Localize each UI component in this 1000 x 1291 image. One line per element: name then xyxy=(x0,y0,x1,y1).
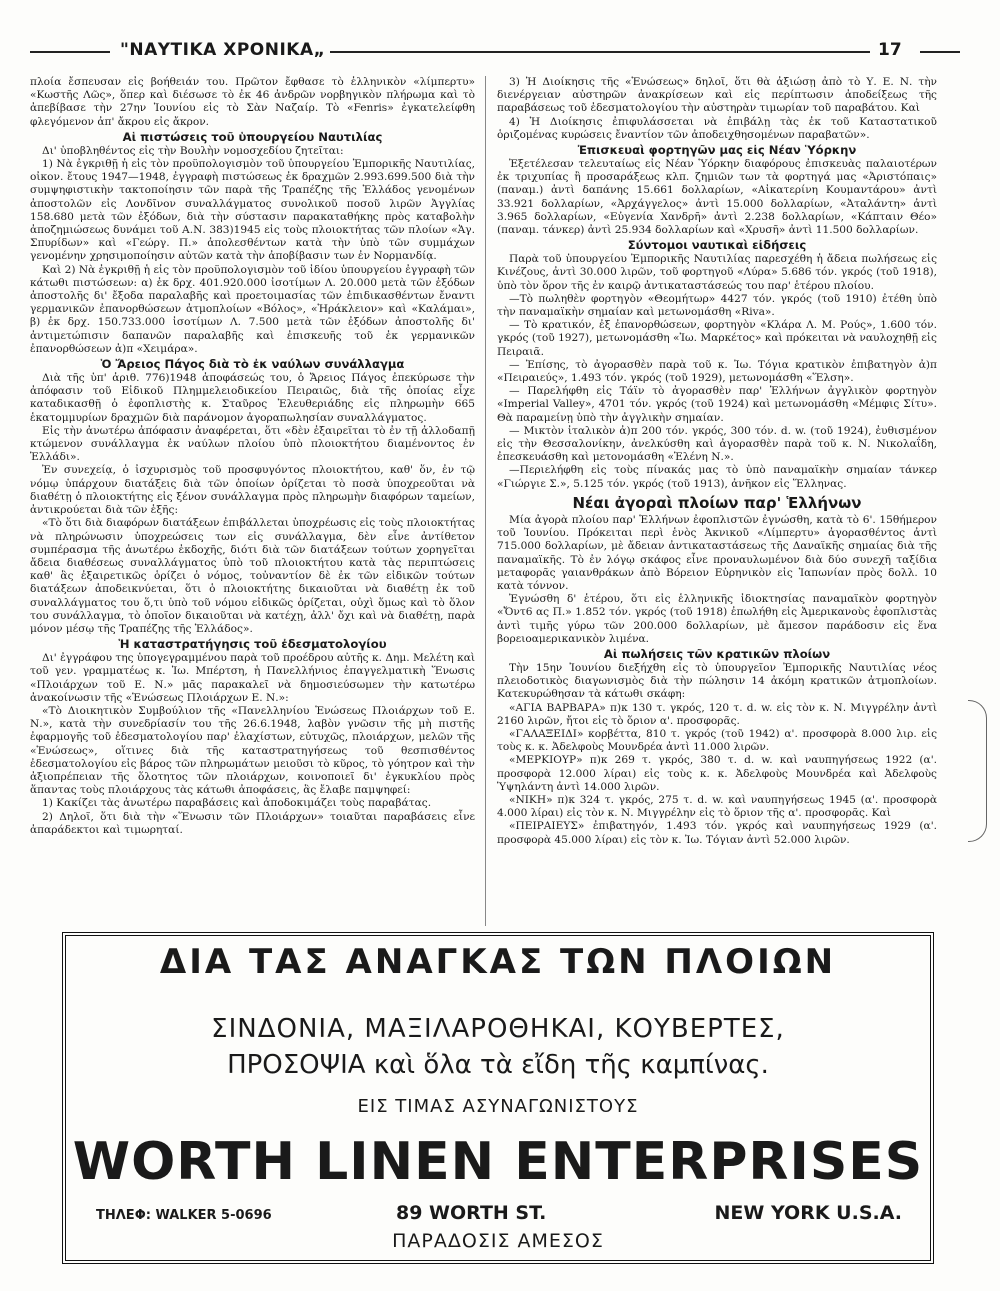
header-rule-right xyxy=(920,51,960,53)
article-paragraph: Εἰς τὴν ἀνωτέρω ἀπόφασιν ἀναφέρεται, ὅτι «δὲν ἐξαιρεῖται τὸ ἐν τῇ ἀλλοδαπῇ κτώμενον συνάλλαγμα ἐκ ναύλων πλοίου ὑπὸ πλοιοκτήτου διαμένοντος ἐν Ἑλλάδι». xyxy=(30,424,475,464)
ad-address: 89 WORTH ST. xyxy=(396,1202,547,1224)
article-heading: Αἱ πωλήσεις τῶν κρατικῶν πλοίων xyxy=(603,646,831,661)
publication-title: "ΝΑΥΤΙΚΑ ΧΡΟΝΙΚΑ„ xyxy=(120,40,326,60)
ad-company-name: WORTH LINEN ENTERPRISES xyxy=(72,1132,924,1192)
article-paragraph: —Περιελήφθη εἰς τοὺς πίνακάς μας τὸ ὑπὸ παναμαϊκὴν σημαίαν τάνκερ «Γιώργιε Σ.», 5.125 τόν. γκρός (τοῦ 1913), ἀνῆκον εἰς Ἕλληνας. xyxy=(497,464,937,490)
article-paragraph: 4) Ἡ Διοίκησις ἐπιφυλάσσεται νὰ ἐπιβάλῃ τὰς ἐκ τοῦ Καταστατικοῦ ὁριζομένας κυρώσεις ἔναντίον τῶν ἀποδειχθησομένων παραβατῶν». xyxy=(497,115,937,141)
article-heading: Ἐπισκευαὶ φορτηγῶν μας εἰς Νέαν Ὑόρκην xyxy=(577,143,857,158)
article-paragraph: —Τὸ πωληθὲν φορτηγὸν «Θεομήτωρ» 4427 τόν. γκρός (τοῦ 1910) ἐτέθη ὑπὸ τὴν παναμαϊκὴν σημαίαν καὶ μετωνομάσθη «Riva». xyxy=(497,292,937,319)
column-divider xyxy=(485,76,486,926)
article-paragraph: — Μικτὸν ἰταλικὸν ἀ)π 200 τόν. γκρός, 300 τόν. d. w. (τοῦ 1924), ἐυθισμένον εἰς τὴν Θεσσαλονίκην, ἀνελκύσθη καὶ ἀγορασθὲν παρὰ τοῦ κ. Ν. Νικολαΐδη, ἐπεσκευάσθη καὶ μετονομάσθη «Ἑλένη Ν.». xyxy=(497,424,937,464)
article-heading: Σύντομοι ναυτικαὶ εἰδήσεις xyxy=(627,238,807,253)
margin-bracket-mark xyxy=(968,700,987,842)
article-paragraph: — Ἐπίσης, τὸ ἀγορασθὲν παρὰ τοῦ κ. Ἰω. Τόγια κρατικὸν ἐπιβατηγὸν ἀ)π «Πειραιεύς», 1.493 τόν. γκρός (τοῦ 1929), μετωνομάσθη «Ἕλση». xyxy=(497,358,937,385)
article-paragraph: «ΝΙΚΗ» π)κ 324 τ. γκρός, 275 τ. d. w. καὶ ναυπηγήσεως 1945 (α'. προσφορὰ 4.000 λίραι) εἰς τὸν κ. Ν. Μιγγρέλην εἰς τὸ ὅριον τῆς α'. προσφορᾶς. Καὶ xyxy=(497,793,937,820)
article-paragraph: «ΓΑΛΑΞΕΙΔΙ» κορβέττα, 810 τ. γκρός (τοῦ 1942) α'. προσφορὰ 8.000 λιρ. εἰς τοὺς κ. κ. Ἀδελφοὺς Μουνδρέα ἀντὶ 11.000 λιρῶν. xyxy=(497,727,937,754)
article-paragraph: Παρὰ τοῦ ὑπουργείου Ἐμπορικῆς Ναυτιλίας παρεσχέθη ἡ ἄδεια πωλήσεως εἰς Κινέζους, ἀντὶ 30.000 λιρῶν, τοῦ φορτηγοῦ «Λύρα» 5.686 τόν. γκρός (τοῦ 1918), ὑπὸ τὸν ὅρον τῆς ἐν καιρῷ ἀντικαταστάσεώς του παρ' ἑτέρου πλοίου. xyxy=(497,253,937,292)
article-heading-large: Νέαι ἀγοραὶ πλοίων παρ' Ἑλλήνων xyxy=(572,493,862,512)
ad-prices-line: ΕΙΣ ΤΙΜΑΣ ΑΣΥΝΑΓΩΝΙΣΤΟΥΣ xyxy=(357,1096,639,1117)
article-paragraph: 1) Νὰ ἐγκριθῇ ἡ εἰς τὸν προϋπολογισμὸν τοῦ ὑπουργείου Ἐμπορικῆς Ναυτιλίας, οἰκον. ἔτους 1947—1948, ἐγγραφὴ πιστώσεως ἐκ δραχμῶν 2.993.699.500 διὰ τὴν συμψηφιστικὴν τακτοποίησιν τῶν παρὰ τῆς Τραπέζης τῆς Ἑλλάδος γενομένων ἀποστολῶν εἰς Λονδῖνον συναλλάγματος συνολικοῦ ποσοῦ λιρῶν Ἀγγλίας 158.680 μετὰ τῶν ἐξόδων, διὰ τὴν σύστασιν παρακαταθήκης πρὸς καταβολὴν ἀποζημιώσεως δυνάμει τοῦ Α.Ν. 383)1945 εἰς τοὺς πλοιοκτήτας τῶν πλοίων «Ἁγ. Σπυρίδων» καὶ «Γεώργ. Π.» ἀπολεσθέντων κατὰ τὴν ὑπὸ τῶν συμμάχων γενομένην χρησιμοποίησιν αὐτῶν κατὰ τὴν ἀποβίβασιν των ἐν Νορμανδίᾳ. xyxy=(30,158,475,263)
article-paragraph: 3) Ἡ Διοίκησις τῆς «Ἑνώσεως» δηλοῖ, ὅτι θὰ ἀξιώσῃ ἀπὸ τὸ Υ. Ε. Ν. τὴν διενέργειαν αὐστηρῶν ἀνακρίσεων καὶ εἰς περίπτωσιν ἀποδείξεως τῆς παραβάσεως τοῦ ἐδεσματολογίου τὴν αὐστηρὰν τιμωρίαν τοῦ παραβάτου. Καὶ xyxy=(497,76,937,115)
article-paragraph: — Παρελήφθη εἰς Τάϊν τὸ ἀγορασθὲν παρ' Ἑλλήνων ἀγγλικὸν φορτηγὸν «Imperial Valley», 4701 τόν. γκρός (τοῦ 1924) καὶ μετωνομάσθη «Μέμφις Σίτυ». Θὰ παραμείνῃ ὑπὸ τὴν ἀγγλικὴν σημαίαν. xyxy=(497,385,937,424)
page-number: 17 xyxy=(878,40,902,60)
article-paragraph: Δι' ἐγγράφου της ὑπογεγραμμένου παρὰ τοῦ προέδρου αὐτῆς κ. Δημ. Μελέτη καὶ τοῦ γεν. γραμματέως κ. Ἰω. Μπέρτση, ἡ Πανελλήνιος ἐπαγγελματικὴ Ἕνωσις «Πλοιάρχων τοῦ Ε. Ν.» μᾶς παρακαλεῖ νὰ δημοσιεύσωμεν τὴν κατωτέρω ἀνακοίνωσιν τῆς «Ἑνώσεως Πλοιάρχων Ε. Ν.»: xyxy=(30,652,475,704)
article-paragraph: Καὶ 2) Νὰ ἐγκριθῇ ἡ εἰς τὸν προϋπολογισμὸν τοῦ ἰδίου ὑπουργείου ἐγγραφὴ τῶν κάτωθι πιστώσεων: α) ἐκ δρχ. 401.920.000 ἰσοτίμων Λ. 20.000 μετὰ τῶν ἐξόδων ἀποστολῆς δι' ἔξοδα παραλαβῆς καὶ προετοιμασίας τῶν ἐπιδικασθέντων ἔναντι γερμανικῶν ἐπανορθώσεων ἀτμοπλοίων «Βόλος», «Ἡράκλειον» καὶ «Καλάμαι», β) ἐκ δρχ. 150.733.000 ἰσοτίμων Λ. 7.500 μετὰ τῶν ἐξόδων ἀποστολῆς δι' ἀντιμετώπισιν δαπανῶν παραλαβῆς καὶ ἐπισκευῆς τοῦ ἐκ γερμανικῶν ἐπανορθώσεων ἀ)π «Χειμάρα». xyxy=(30,263,475,355)
article-paragraph: Ἐγνώσθη δ' ἑτέρου, ὅτι εἰς ἑλληνικῆς ἰδιοκτησίας παναμαϊκὸν φορτηγὸν «Ὄντ6 ας Π.» 1.852 τόν. γκρός (τοῦ 1918) ἐπωλήθη εἰς Ἀμερικανοὺς ἐφοπλιστὰς ἀντὶ τιμῆς γύρω τῶν 200.000 δολλαρίων, μὲ ἄμεσον παράδοσιν εἰς ἕνα βορειοαμερικανικὸν λιμένα. xyxy=(497,593,937,645)
ad-delivery-line: ΠΑΡΑΔΟΣΙΣ ΑΜΕΣΟΣ xyxy=(392,1230,604,1252)
header-rule-left xyxy=(30,51,110,53)
ad-products-line: ΣΙΝΔΟΝΙΑ, ΜΑΞΙΛΑΡΟΘΗΚΑΙ, ΚΟΥΒΕΡΤΕΣ, xyxy=(211,1014,785,1044)
ad-phone: ΤΗΛΕΦ: WALKER 5-0696 xyxy=(96,1208,272,1223)
article-paragraph: «Τὸ Διοικητικὸν Συμβούλιον τῆς «Πανελληνίου Ἑνώσεως Πλοιάρχων τοῦ Ε. Ν.», κατὰ τὴν συνεδρίασίν του τῆς 26.6.1948, λαβὸν γνῶσιν τῆς μὴ πιστῆς ἐφαρμογῆς τοῦ ἐδεσματολογίου παρ' ἐλαχίστων, εὐτυχῶς, πλοιάρχων, μελῶν τῆς «Ἑνώσεως», οἵτινες διὰ τῆς καταστρατηγήσεως τοῦ θεσπισθέντος ἐδεσματολογίου εἰς βάρος τῶν πληρωμάτων μειοῦσι τὸ κῦρος, τὸ γόητρον καὶ τὴν ἀξιοπρέπειαν τῆς ὅλοτητος τῶν πλοιάρχων, κοινοποιεῖ δι' ἐγκυκλίου πρὸς ἅπαντας τοὺς πλοιάρχους τὰς κάτωθι ἀποφάσεις, ἃς ἔλαβε παμψηφεί: xyxy=(30,704,475,797)
article-paragraph: «ΠΕΙΡΑΙΕΥΣ» ἐπιβατηγόν, 1.493 τόν. γκρός καὶ ναυπηγήσεως 1929 (α'. προσφορὰ 45.000 λίραι) εἰς τὸν κ. Ἰω. Τόγιαν ἀντὶ 52.000 λιρῶν. xyxy=(497,820,937,846)
ad-headline: ΔΙΑ ΤΑΣ ΑΝΑΓΚΑΣ ΤΩΝ ΠΛΟΙΩΝ xyxy=(159,942,837,982)
article-paragraph: Διὰ τῆς ὑπ' ἀριθ. 776)1948 ἀποφάσεώς του, ὁ Ἄρειος Πάγος ἐπεκύρωσε τὴν ἀπόφασιν τοῦ Εἰδικοῦ Πλημμελειοδικείου Πειραιῶς, διὰ τῆς ὁποίας εἶχε καταδικασθῇ ὁ ἐφοπλιστὴς κ. Σταῦρος Ἐλευθεριάδης εἰς πληρωμὴν 665 ἑκατομμυρίων δραχμῶν διὰ παράνομον ἀγοραπωλησίαν συναλλάγματος. xyxy=(30,372,475,424)
article-paragraph: Ἐν συνεχείᾳ, ὁ ἰσχυρισμὸς τοῦ προσφυγόντος πλοιοκτήτου, καθ' ὅν, ἐν τῷ νόμῳ ὑπάρχουν διατάξεις διὰ τῶν ὁποίων ὁρίζεται τὸ ποσὰ ὑποχρεοῦται νὰ διαθέτῃ ὁ πλοιοκτήτης εἰς ξένον συνάλλαγμα πρὸς πληρωμὴν διαφόρων ταμείων, ἀντικρούεται διὰ τῶν ἑξῆς: xyxy=(30,464,475,517)
article-paragraph: πλοία ἔσπευσαν εἰς βοήθειάν του. Πρῶτον ἔφθασε τὸ ἑλληνικὸν «λίμπερτυ» «Κωστῆς Λῶς», ὅπερ καὶ διέσωσε τὸ ἐκ 46 ἀνδρῶν νορβηγικὸν πλήρωμα καὶ τὸ ἀπεβίβασε τὴν 27ην Ἰουνίου εἰς τὸ Σὰν Ναζαίρ. Τὸ «Fenris» ἐγκατελείφθη φλεγόμενον ἀπ' ἄκρου εἰς ἄκρον. xyxy=(30,76,475,128)
article-paragraph: «ΑΓΙΑ ΒΑΡΒΑΡΑ» π)κ 130 τ. γκρός, 120 τ. d. w. εἰς τὸν κ. Ν. Μιγγρέλην ἀντὶ 2160 λιρῶν, ἤτοι εἰς τὸ ὅριον α'. προσφορᾶς. xyxy=(497,701,937,727)
left-column xyxy=(30,76,475,928)
article-paragraph: Μία ἀγορὰ πλοίου παρ' Ἑλλήνων ἐφοπλιστῶν ἐγνώσθη, κατὰ τὸ 6'. 15θήμερον τοῦ Ἰουνίου. Πρόκειται περὶ ἑνὸς Ἀκνικοῦ «Λίμπερτυ» ἀγορασθέντος ἀντὶ 715.000 δολλαρίων, μὲ ἄδειαν ἀντικαταστάσεως τῆς Δαναϊκῆς σημαίας διὰ τῆς παναμαϊκῆς. Τὸ ἐν λόγῳ σκάφος εἶνε προναυλωμένον διὰ δύο συνεχῆ ταξίδια μεταφορᾶς γαιανθράκων ἀπὸ Βόρειον Εὐρηνικὸν εἰς Ἰαπωνίαν πρὸς δολλ. 10 κατὰ τόννον. xyxy=(497,513,937,592)
article-paragraph: Δι' ὑποβληθέντος εἰς τὴν Βουλὴν νομοσχεδίου ζητεῖται: xyxy=(42,144,344,157)
article-heading: Ὁ Ἄρειος Πάγος διὰ τὸ ἐκ ναύλων συνάλλαγμα xyxy=(100,357,405,372)
article-paragraph: «ΜΕΡΚΙΟΥΡ» π)κ 269 τ. γκρός, 380 τ. d. w. καὶ ναυπηγήσεως 1922 (α'. προσφορὰ 12.000 λίραι) εἰς τοὺς κ. κ. Ἀδελφοὺς Μουνδρέα καὶ Ἀδελφοὺς Ὑψηλάντη ἀντὶ 14.000 λιρῶν. xyxy=(497,754,937,793)
ad-products-line-2: ΠΡΟΣΟΨΙΑ καὶ ὅλα τὰ εἴδη τῆς καμπίνας. xyxy=(227,1050,769,1080)
article-paragraph: «Τὸ ὅτι διὰ διαφόρων διατάξεων ἐπιβάλλεται ὑποχρέωσις εἰς τοὺς πλοιοκτήτας νὰ πληρώνωσιν ὑποχρεώσεις των εἰς συνάλλαγμα, δὲν εἶνε ἀντίθετον συμπέρασμα τῆς ἀνωτέρω ἐκδοχῆς, διότι διὰ τῶν διατάξεων τούτων χορηγεῖται ἄδεια διαθέσεως συναλλάγματος ὑπὸ τοῦ πλοιοκτήτου κατὰ τὰς περιπτώσεις καθ' ἃς ἐξαιρετικῶς ὁρίζει ὁ νόμος, τοὐναντίον δὲ ἐκ τῶν εἰδικῶν τούτων διατάξεων ἀποδεικνύεται, ὅτι ὁ πλοιοκτήτης δικαιοῦται νὰ διαθέτῃ ἐκ τοῦ συναλλάγματος του ὅ,τι ὑπὸ τοῦ νόμου εἰδικῶς ὁρίζεται, οὐχὶ ὅμως καὶ τὸ ὅλον του συνάλλαγμα, τὸ ὁποῖον δικαιοῦται νὰ κατέχῃ, ἀλλ' ὄχι καὶ νὰ διαθέτῃ, παρὰ μόνον μέσῳ τῆς Τραπέζης τῆς Ἑλλάδος». xyxy=(30,517,475,635)
article-heading: Αἱ πιστώσεις τοῦ ὑπουργείου Ναυτιλίας xyxy=(122,129,383,144)
article-paragraph: Ἐξετέλεσαν τελευταίως εἰς Νέαν Ὑόρκην διαφόρους ἐπισκευὰς παλαιοτέρων ἐκ τριχυπίας ἢ προσαράξεως κλπ. ζημιῶν των τὰ φορτηγά μας «Ἀριστόπαις» (παναμ.) ἀντὶ δαπάνης 15.661 δολλαρίων, «Αἰκατερίνη Κουμαντάρου» ἀντὶ 33.921 δολλαρίων, «Ἀρχάγγελος» ἀντὶ 15.000 δολλαρίων, «Ἀταλάντη» ἀντὶ 3.965 δολλαρίων, «Εὐγενία Χανδρῆ» ἀντὶ 2.238 δολλαρίων, «Κάπταιν Θέο» (παναμ. τάνκερ) ἀντὶ 25.934 δολλαρίων καὶ «Χρυσῆ» ἀντὶ 11.500 δολλαρίων. xyxy=(497,158,937,237)
header-rule-middle xyxy=(330,51,870,53)
advertisement-box xyxy=(62,932,934,1264)
article-heading: Ἡ καταστρατήγησις τοῦ ἐδεσματολογίου xyxy=(118,637,387,652)
ad-city: NEW YORK U.S.A. xyxy=(714,1202,902,1224)
article-paragraph: Τὴν 15ην Ἰουνίου διεξήχθη εἰς τὸ ὑπουργεῖον Ἐμπορικῆς Ναυτιλίας νέος πλειοδοτικὸς διαγωνισμὸς διὰ τὴν πώλησιν 14 ἀκόμη κρατικῶν ἀτμοπλοίων. Κατεκυρώθησαν τὰ κάτωθι σκάφη: xyxy=(497,661,937,701)
page-header xyxy=(30,40,960,64)
article-paragraph: — Τὸ κρατικόν, ἐξ ἐπανορθώσεων, φορτηγὸν «Κλάρα Λ. Μ. Ρούς», 1.600 τόν. γκρός (τοῦ 1927), μετωνομάσθη «Ἰω. Μαρκέτος» καὶ πρόκειται νὰ ναυλοχηθῇ εἰς Πειραιᾶ. xyxy=(497,319,937,358)
right-column xyxy=(497,76,937,928)
article-paragraph: 2) Δηλοῖ, ὅτι διὰ τὴν «Ἕνωσιν τῶν Πλοιάρχων» τοιαῦται παραβάσεις εἶνε ἀπαράδεκτοι καὶ τιμωρηταί. xyxy=(30,810,475,836)
article-paragraph: 1) Κακίζει τὰς ἀνωτέρω παραβάσεις καὶ ἀποδοκιμάζει τοὺς παραβάτας. xyxy=(42,797,432,810)
